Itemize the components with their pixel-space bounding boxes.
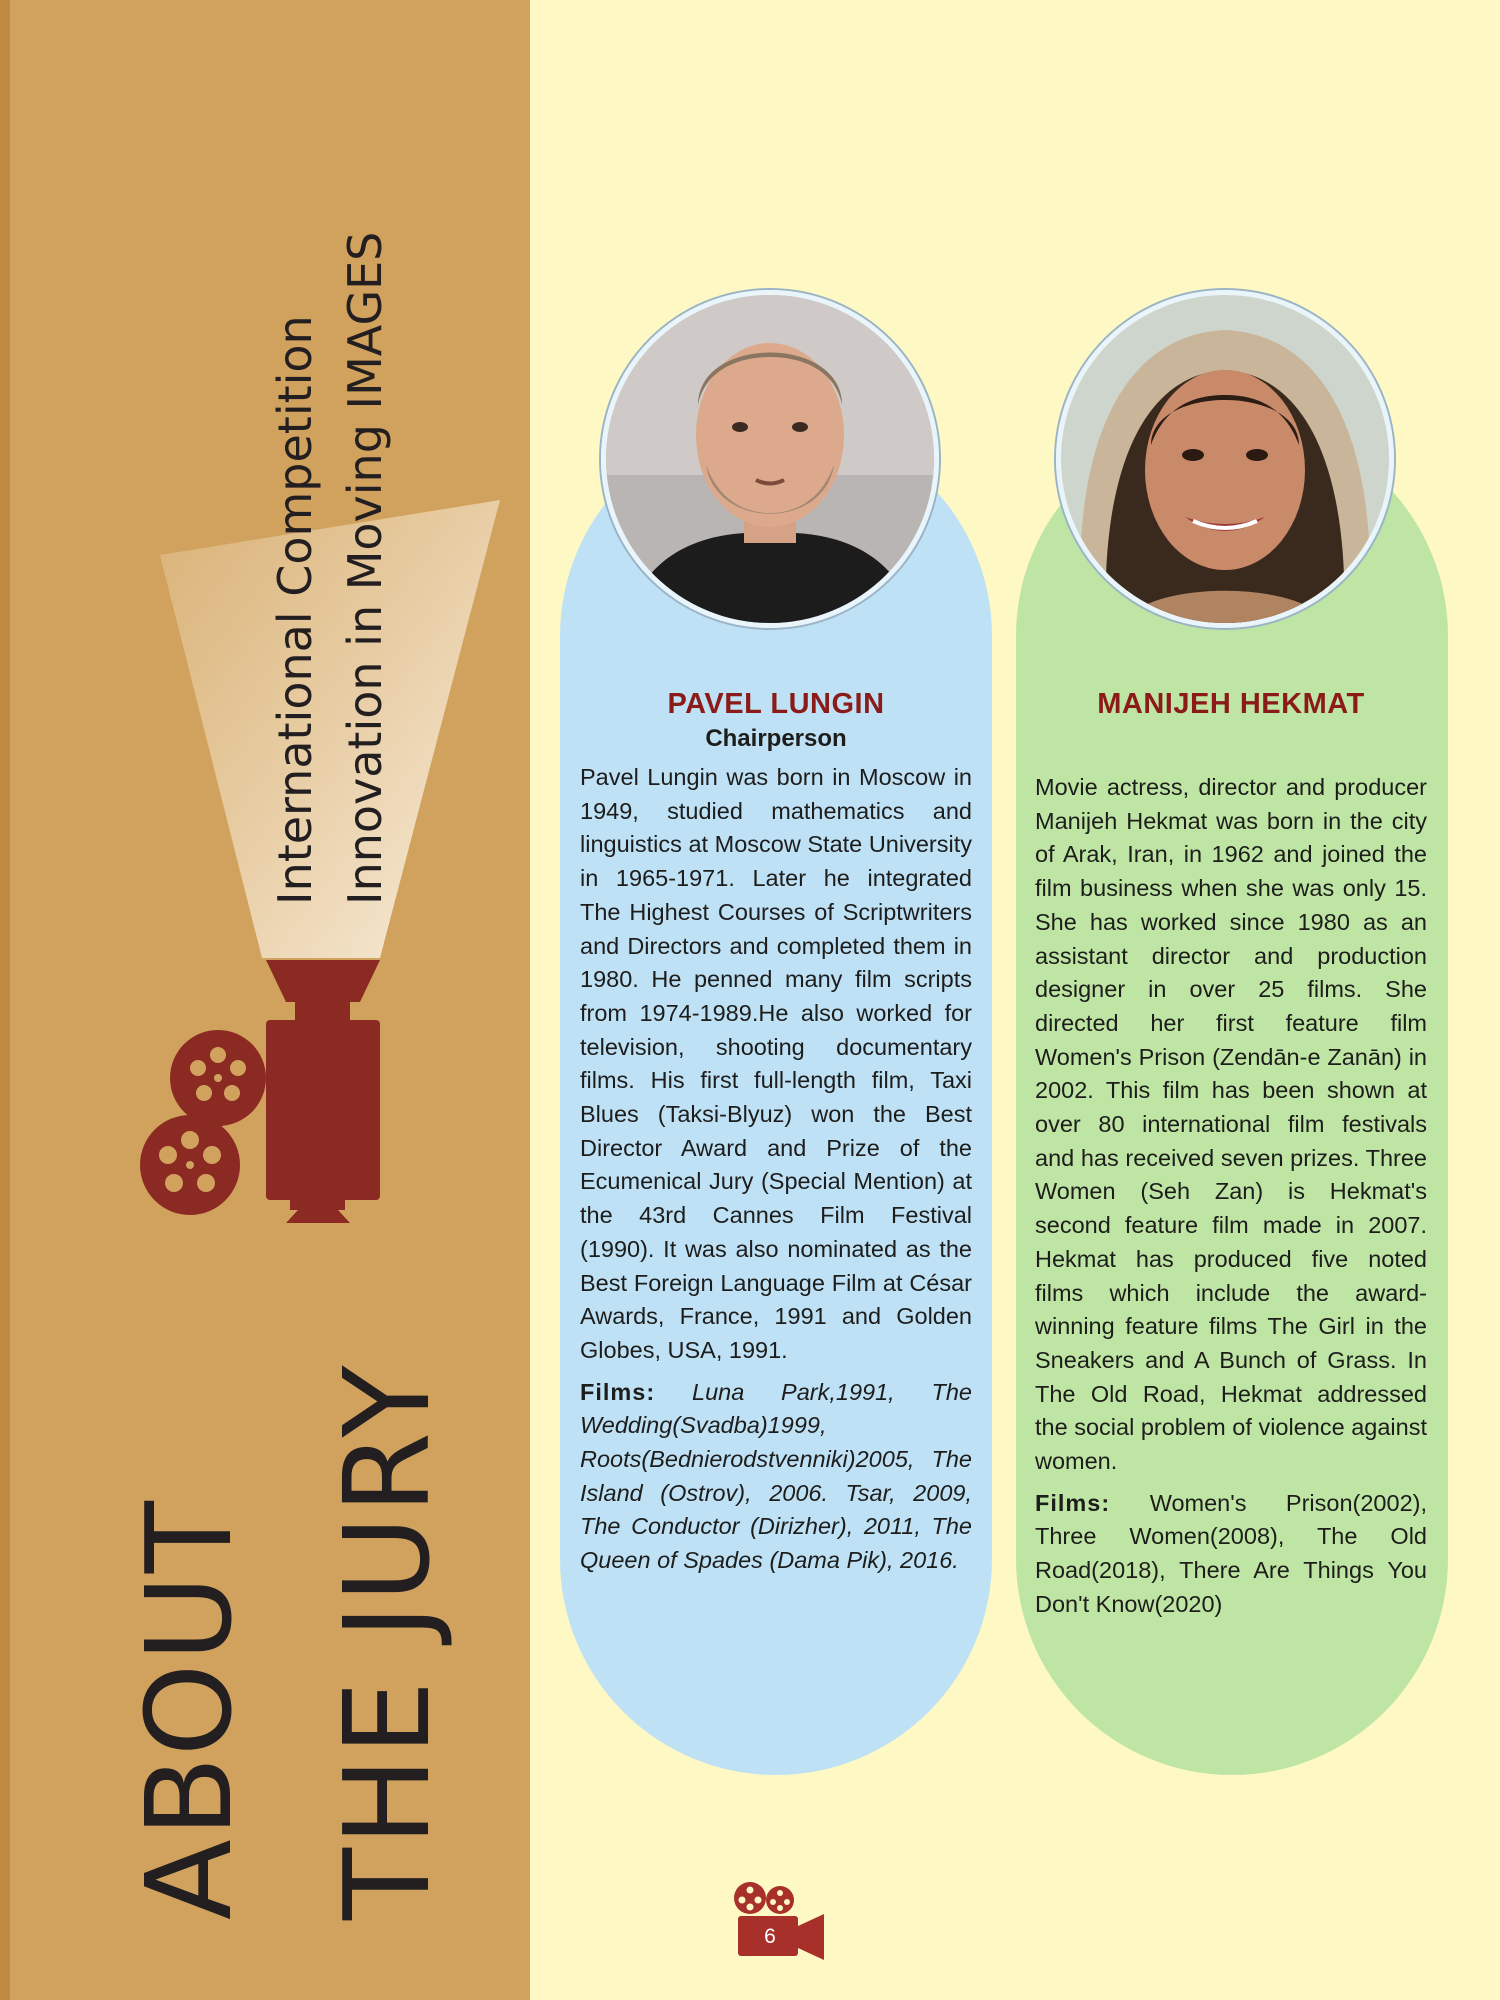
- jury-role: Chairperson: [705, 725, 847, 752]
- jury-bio: Movie actress, director and producer Manijeh Hekmat was born in the city of Arak, Iran, in 1962 and joined the film business when she was only 15. She has worked since 1980 as an assistant director and production designer in over 25 films. She directed her first feature film Women's Prison (Zendān-e Zanān) in 2002. This film has been shown at over 80 international film festivals and has received seven prizes. Three Women (Seh Zan) is Hekmat's second feature film made in 2007. Hekmat has produced five noted films which include the award-winning feature films The Girl in the Sneakers and A Bunch of Grass. In The Old Road, Hekmat addressed the social problem of violence against women.: [1035, 774, 1427, 1475]
- tagline-line-2: Innovation in Moving IMAGES: [338, 231, 392, 905]
- jury-bio: Pavel Lungin was born in Moscow in 1949, studied mathematics and linguistics at Moscow State University in 1965-1971. Later he integrated The Highest Courses of Scriptwriters and Directors and completed them in 1980. He penned many film scripts from 1974-1989.He also worked for television, shooting documentary films. His first full-length film, Taxi Blues (Taksi-Blyuz) won the Best Director Award and Prize of the Ecumenical Jury (Special Mention) at the 43rd Cannes Film Festival (1990). It was also nominated as the Best Foreign Language Film at César Awards, France, 1991 and Golden Globes, USA, 1991.: [580, 764, 972, 1363]
- projector-light-beam: [0, 0, 530, 1000]
- tagline-line-1: International Competition: [268, 315, 322, 905]
- jury-name: MANIJEH HEKMAT: [1097, 688, 1365, 720]
- films-list: Luna Park,1991, The Wedding(Svadba)1999, Roots(Bednierodstvenniki)2005, The Island (Ostrov), 2006. Tsar, 2009, The Conductor (Dirizher), 2011, The Queen of Spades (Dama Pik), 2016.: [580, 1378, 972, 1574]
- footer-projector-icon: [728, 1878, 828, 1964]
- films-label: Films:: [580, 1378, 656, 1405]
- jury-films: [1035, 1487, 1427, 1622]
- film-projector-icon: [140, 955, 400, 1230]
- section-title-line-2: THE JURY: [318, 1363, 456, 1920]
- jury-member-2: [1035, 688, 1427, 1622]
- portrait-photo-pavel-lungin: [601, 290, 939, 628]
- jury-member-1: [580, 688, 972, 1578]
- jury-films: [580, 1376, 972, 1578]
- jury-name: PAVEL LUNGIN: [667, 688, 885, 720]
- section-title-line-1: ABOUT: [120, 1499, 258, 1920]
- sidebar-panel: [0, 0, 530, 2000]
- portrait-photo-manijeh-hekmat: [1056, 290, 1394, 628]
- films-list: Women's Prison(2002), Three Women(2008), The Old Road(2018), There Are Things You Don't Know(2020): [1035, 1489, 1427, 1617]
- films-label: Films:: [1035, 1489, 1111, 1516]
- page-number: 6: [764, 1925, 776, 1948]
